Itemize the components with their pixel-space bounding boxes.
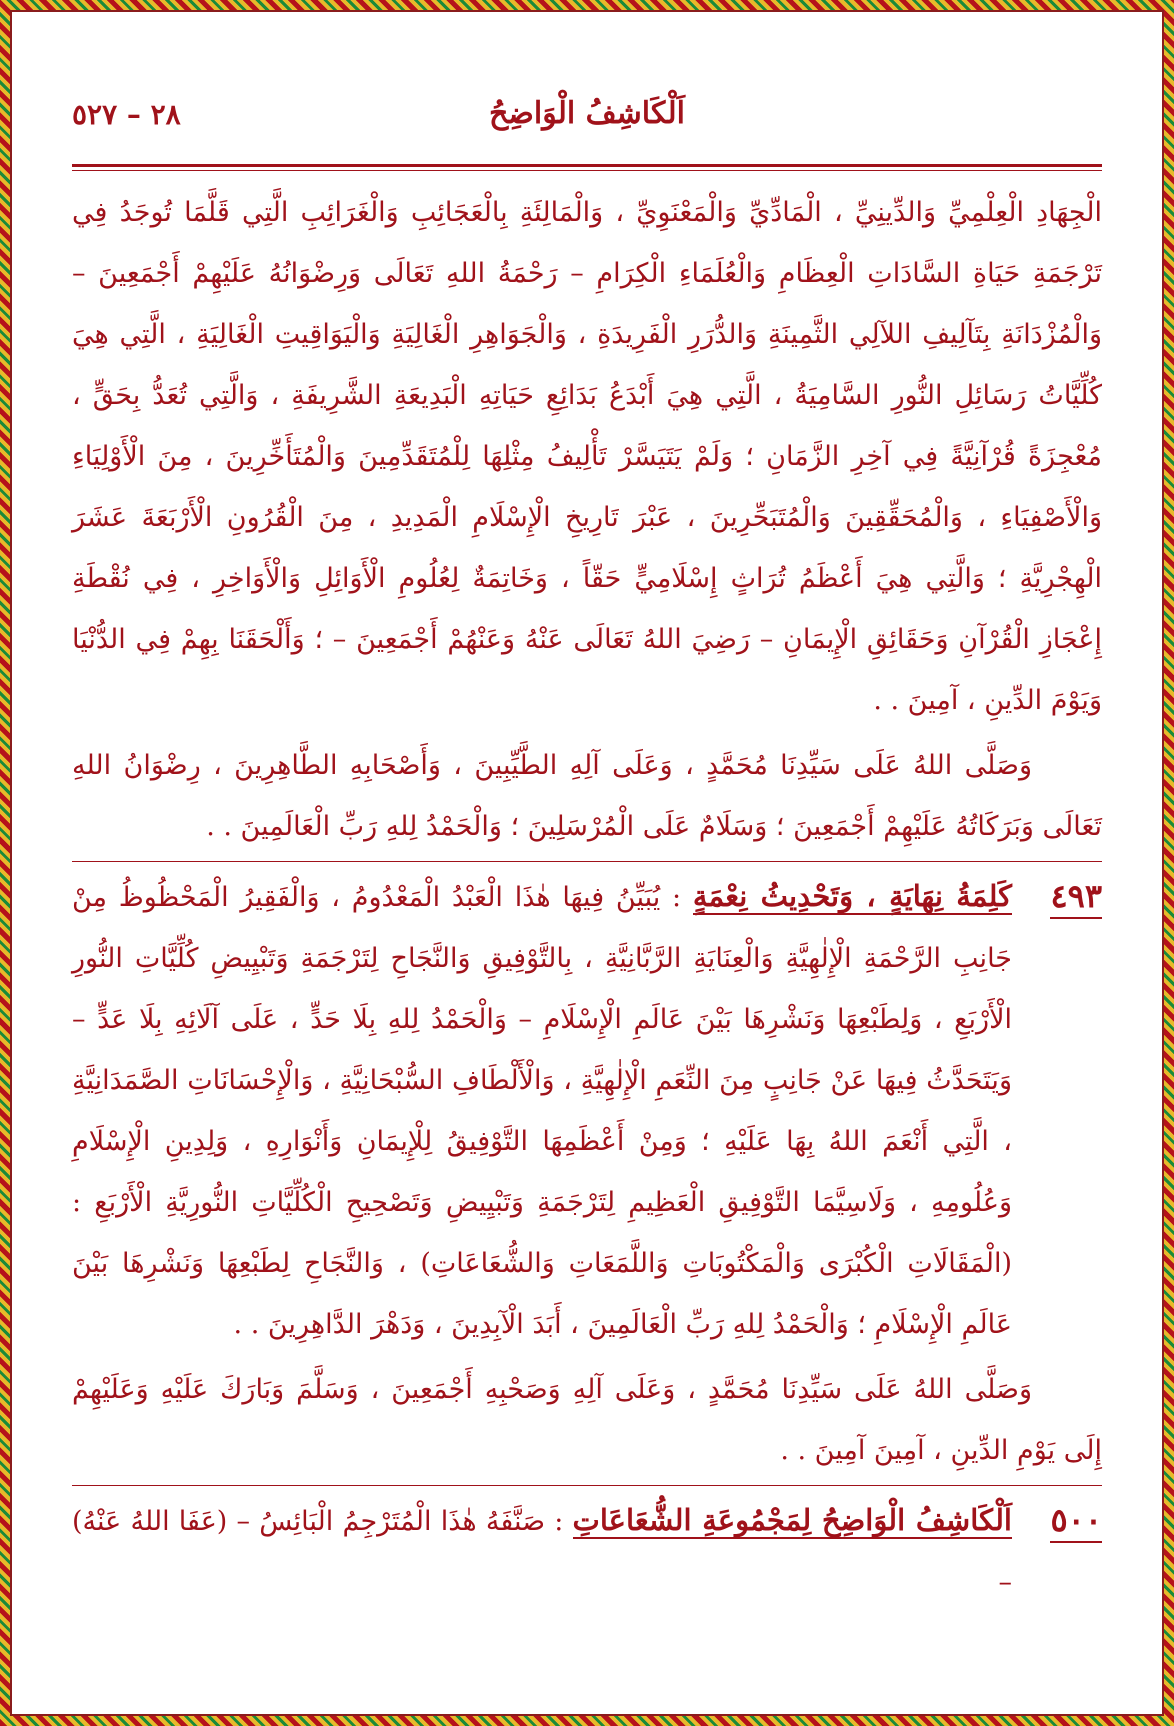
page-header xyxy=(72,82,1102,152)
page-body xyxy=(72,182,1102,1613)
header-rule-thin xyxy=(72,170,1102,171)
header-rule-thick xyxy=(72,164,1102,167)
section-500 xyxy=(72,1490,1102,1613)
page-content xyxy=(72,82,1102,1674)
page-number: ٢٨ – ٥٢٧ xyxy=(72,98,181,131)
paragraph-continuation: الْجِهَادِ الْعِلْمِيِّ وَالدِّينِيِّ ، الْمَادِّيِّ وَالْمَعْنَوِيِّ ، وَالْمَالِئَةِ بِالْعَجَائِبِ وَالْغَرَائِبِ الَّتِي قَلَّمَا تُوجَدُ فِي تَرْجَمَةِ حَيَاةِ السَّادَاتِ الْعِظَامِ وَالْعُلَمَاءِ الْكِرَامِ – رَحْمَةُ اللهِ تَعَالَى وَرِضْوَانُهُ عَلَيْهِمْ أَجْمَعِينَ – وَالْمُزْدَانَةِ بِتَآلِيفِ اللآلِي الثَّمِينَةِ وَالدُّرَرِ الْفَرِيدَةِ ، وَالْجَوَاهِرِ الْغَالِيَةِ وَالْيَوَاقِيتِ الْغَالِيَةِ ، الَّتِي هِيَ كُلِّيَّاتُ رَسَائِلِ النُّورِ السَّامِيَةُ ، الَّتِي هِيَ أَبْدَعُ بَدَائِعِ حَيَاتِهِ الْبَدِيعَةِ الشَّرِيفَةِ ، وَالَّتِي تُعَدُّ بِحَقٍّ ، مُعْجِزَةً قُرْآنِيَّةً فِي آخِرِ الزَّمَانِ ؛ وَلَمْ يَتَيَسَّرْ تَأْلِيفُ مِثْلِهَا لِلْمُتَقَدِّمِينَ وَالْمُتَأَخِّرِينَ ، مِنَ الْأَوْلِيَاءِ وَالْأَصْفِيَاءِ ، وَالْمُحَقِّقِينَ وَالْمُتَبَحِّرِينَ ، عَبْرَ تَارِيخِ الْإِسْلَامِ الْمَدِيدِ ، مِنَ الْقُرُونِ الْأَرْبَعَةَ عَشَرَ الْهِجْرِيَّةِ ؛ وَالَّتِي هِيَ أَعْظَمُ تُرَاثٍ إِسْلَامِيٍّ حَقّاً ، وَخَاتِمَةٌ لِعُلُومِ الْأَوَائِلِ وَالْأَوَاخِرِ ، فِي نُقْطَةِ إِعْجَازِ الْقُرْآنِ وَحَقَائِقِ الْإِيمَانِ – رَضِيَ اللهُ تَعَالَى عَنْهُ وَعَنْهُمْ أَجْمَعِينَ – ؛ وَأَلْحَقَنَا بِهِمْ فِي الدُّنْيَا وَيَوْمَ الدِّينِ ، آمِينَ . . xyxy=(72,197,1102,716)
section-heading: اَلْكَاشِفُ الْوَاضِحُ لِمَجْمُوعَةِ الشُّعَاعَاتِ xyxy=(572,1503,1012,1537)
section-divider xyxy=(72,861,1102,862)
section-493 xyxy=(72,866,1102,1355)
page-area xyxy=(10,10,1164,1716)
section-number: ٤٩٣ xyxy=(1012,866,1102,927)
running-title: اَلْكَاشِفُ الْوَاضِحُ xyxy=(489,96,685,131)
section-500-text xyxy=(72,1490,1012,1613)
section-divider xyxy=(72,1485,1102,1486)
section-body: : صَنَّفَهُ هٰذَا الْمُتَرْجِمُ الْبَائِسُ – (عَفَا اللهُ عَنْهُ) – xyxy=(72,1506,1012,1598)
section-body: : يُبَيِّنُ فِيهَا هٰذَا الْعَبْدُ الْمَعْدُومُ ، وَالْفَقِيرُ الْمَحْظُوظُ مِنْ جَانِبِ الرَّحْمَةِ الْإِلٰهِيَّةِ وَالْعِنَايَةِ الرَّبَّانِيَّةِ ، بِالتَّوْفِيقِ وَالنَّجَاحِ لِتَرْجَمَةِ وَتَبْيِيضِ كُلِّيَّاتِ النُّورِ الْأَرْبَعِ ، وَلِطَبْعِهَا وَنَشْرِهَا بَيْنَ عَالَمِ الْإِسْلَامِ – وَالْحَمْدُ لِلهِ بِلَا حَدٍّ ، عَلَى آلَائِهِ بِلَا عَدٍّ – وَيَتَحَدَّثُ فِيهَا عَنْ جَانِبٍ مِنَ النِّعَمِ الْإِلٰهِيَّةِ ، وَالْأَلْطَافِ السُّبْحَانِيَّةِ ، وَالْإِحْسَانَاتِ الصَّمَدَانِيَّةِ ، الَّتِي أَنْعَمَ اللهُ بِهَا عَلَيْهِ ؛ وَمِنْ أَعْظَمِهَا التَّوْفِيقُ لِلْإِيمَانِ وَأَنْوَارِهِ ، وَلِدِينِ الْإِسْلَامِ وَعُلُومِهِ ، وَلَاسِيَّمَا التَّوْفِيقِ الْعَظِيمِ لِتَرْجَمَةِ وَتَبْيِيضِ وَتَصْحِيحِ الْكُلِّيَّاتِ النُّورِيَّةِ الْأَرْبَعِ : (الْمَقَالَاتِ الْكُبْرَى وَالْمَكْتُوبَاتِ وَاللَّمَعَاتِ وَالشُّعَاعَاتِ) ، وَالنَّجَاحِ لِطَبْعِهَا وَنَشْرِهَا بَيْنَ عَالَمِ الْإِسْلَامِ ؛ وَالْحَمْدُ لِلهِ رَبِّ الْعَالَمِينَ ، أَبَدَ الْآبِدِينَ ، وَدَهْرَ الدَّاهِرِينَ . . xyxy=(72,882,1012,1340)
section-heading: كَلِمَةُ نِهَايَةٍ ، وَتَحْدِيثُ نِعْمَةٍ xyxy=(692,879,1012,913)
paragraph-blessing: وَصَلَّى اللهُ عَلَى سَيِّدِنَا مُحَمَّدٍ ، وَعَلَى آلِهِ الطَّيِّبِينَ ، وَأَصْحَابِهِ الطَّاهِرِينَ ، رِضْوَانُ اللهِ تَعَالَى وَبَرَكَاتُهُ عَلَيْهِمْ أَجْمَعِينَ ؛ وَسَلَامٌ عَلَى الْمُرْسَلِينَ ؛ وَالْحَمْدُ لِلهِ رَبِّ الْعَالَمِينَ . . xyxy=(72,750,1102,842)
section-493-text xyxy=(72,866,1012,1355)
section-number: ٥٠٠ xyxy=(1012,1490,1102,1551)
paragraph-closing-blessing: وَصَلَّى اللهُ عَلَى سَيِّدِنَا مُحَمَّدٍ ، وَعَلَى آلِهِ وَصَحْبِهِ أَجْمَعِينَ ، وَسَلَّمَ وَبَارَكَ عَلَيْهِ وَعَلَيْهِمْ إِلَى يَوْمِ الدِّينِ ، آمِينَ آمِينَ . . xyxy=(72,1374,1102,1466)
